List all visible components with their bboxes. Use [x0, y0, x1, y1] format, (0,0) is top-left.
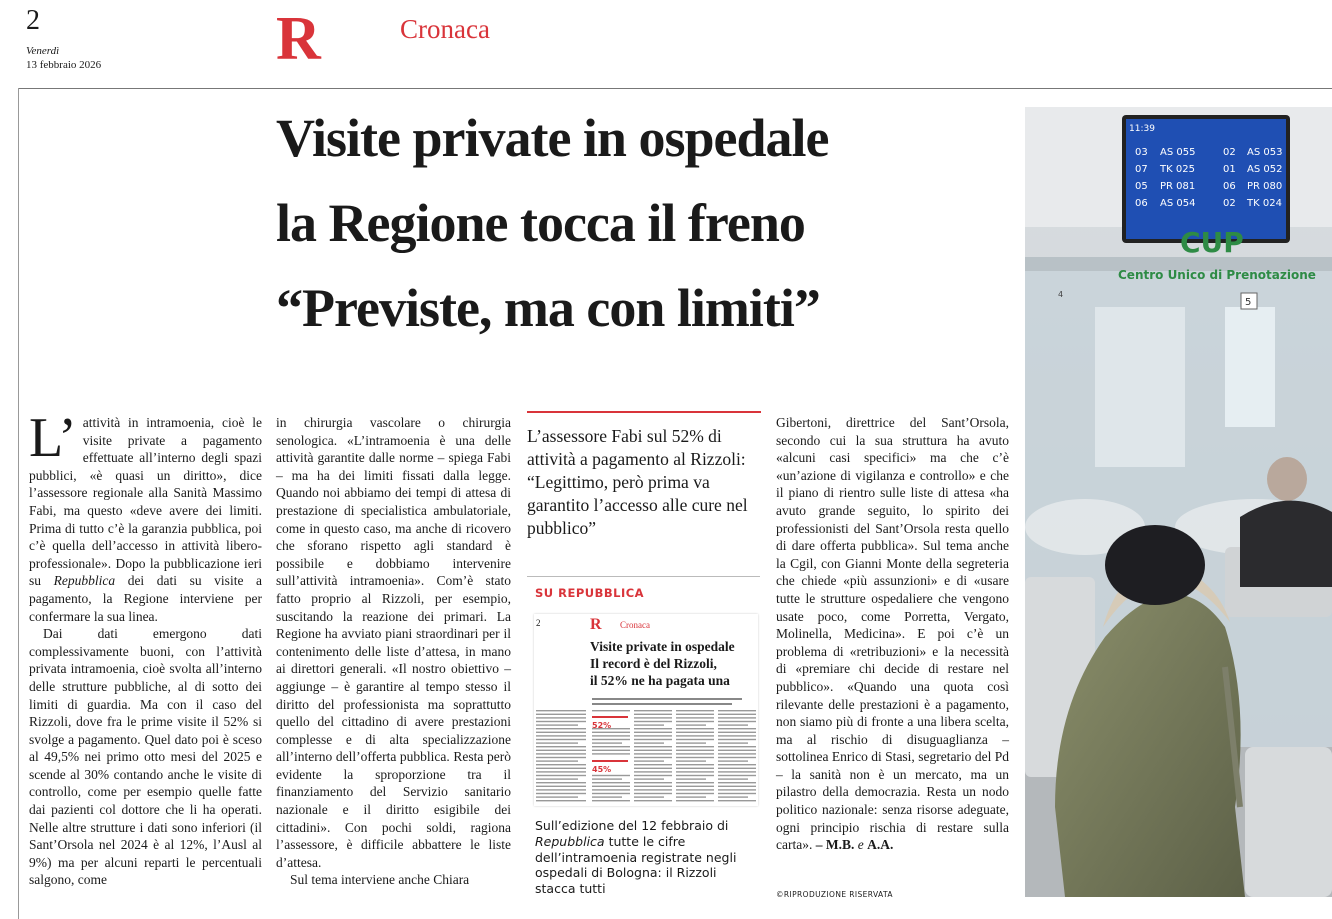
thumb-text-line [634, 724, 664, 725]
thumb-headline-2: Il record è del Rizzoli, [590, 656, 717, 671]
thumb-text-line [634, 800, 672, 801]
thumb-text-line [676, 728, 714, 729]
thumb-text-line [536, 771, 586, 772]
thumb-text-line [718, 778, 748, 779]
thumb-text-line [634, 793, 672, 794]
thumb-text-line [592, 793, 630, 794]
thumb-text-line [634, 739, 672, 740]
thumb-text-line [718, 714, 756, 715]
thumb-text-line [634, 714, 672, 715]
thumb-text-line [634, 760, 664, 761]
thumb-text-line [676, 739, 714, 740]
thumb-text-line [718, 710, 756, 711]
board-cell: 06 [1223, 181, 1236, 192]
thumb-text-line [536, 742, 578, 743]
thumb-text-line [592, 739, 630, 740]
thumb-text-line [676, 760, 706, 761]
paragraph [776, 414, 1009, 854]
thumb-text-line [718, 717, 756, 718]
thumb-text-line [718, 728, 756, 729]
thumb-text-line [676, 764, 714, 765]
photo-illustration [1025, 107, 1332, 897]
signature-2: A.A. [867, 837, 894, 853]
counter-5: 5 [1245, 297, 1252, 308]
headline-line-1: Visite private in ospedale [276, 108, 829, 168]
paragraph [29, 407, 263, 625]
board-cell: 06 [1135, 198, 1148, 209]
cup-subtitle: Centro Unico di Prenotazione [1118, 268, 1316, 282]
thumb-text-line [676, 710, 714, 711]
counter-4: 4 [1058, 290, 1064, 299]
thumb-text-line [676, 742, 706, 743]
thumb-text-line [676, 782, 714, 783]
board-cell: TK 025 [1160, 164, 1195, 175]
thumb-text-line [634, 742, 664, 743]
thumb-text-line [592, 782, 630, 783]
thumb-text-line [536, 728, 586, 729]
board-time: 11:39 [1129, 124, 1155, 134]
thumb-text-line [634, 753, 672, 754]
thumb-text-line [634, 786, 672, 787]
paragraph-text: dei dati su visite a pagamento, la Regione interviene per confermare la sua linea. [29, 573, 263, 624]
thumb-text-line [634, 721, 672, 722]
thumb-text-line [536, 724, 578, 725]
thumb-text-line [676, 721, 714, 722]
drop-cap: L’ [29, 407, 77, 469]
thumb-text-line [592, 742, 622, 743]
paragraph-text: Gibertoni, direttrice del Sant’Orsola, secondo cui la sua struttura ha avuto «alcuni casi specifici» ma che c’è «un’azione di vigilanza e controllo» e che il piano di rientro sulle liste di attesa «ha avuto grande seguito, lo spirito dei professionisti del Sant’Orsola resta quello di dare offerta pubblica». Sul tema anche la Cgil, con Gianni Monte della segreteria che chiede «più assunzioni» e di «usare tutte le strutture ospedaliere che vengono usate poco, come Porretta, Vergato, Molinella, Medicina». E poi c’è un problema di «retribuzioni» e la necessità di «premiare chi decide di restare nel pubblico». «Quando una quota così rilevante delle prestazioni è a pagamento, non siamo più di fronte a una libera scelta, ma al rischio di disuguaglianza – sottolinea Enrico di Stasi, segretario del Pd – la sanità non è un mercato, ma un pilastro della democrazia. Resta un nodo politico nazionale: senza risorse adeguate, ogni principio rischia di restare sulla carta». [776, 415, 1009, 853]
thumb-text-line [592, 789, 630, 790]
article-column-4 [776, 414, 1009, 854]
dateline [26, 44, 101, 72]
thumb-text-line [676, 717, 714, 718]
board-cell: AS 053 [1247, 147, 1283, 158]
thumb-text-line [536, 786, 586, 787]
thumb-text-line [536, 721, 586, 722]
thumb-text-line [536, 710, 586, 711]
headline-line-3: “Previste, ma con limiti” [276, 278, 820, 338]
thumb-text-line [634, 750, 672, 751]
thumb-text-line [536, 789, 586, 790]
thumb-text-line [634, 717, 672, 718]
thumb-text-line [676, 714, 714, 715]
paragraph-text: attività in intramoenia, cioè le visite private a pagamento effettuate all’interno degli spazi pubblici, «è quasi un diritto», dice l’assessore regionale alla Sanità Massimo Fabi, ma questo «deve avere dei limiti. Prima di tutto c’è la garanzia pubblica, poi c’è quella dell’accesso in attività libero-professionale». Dopo la pubblicazione ieri su [29, 415, 262, 589]
thumb-text-line [676, 750, 714, 751]
thumb-text-line [634, 778, 664, 779]
thumb-body-text [534, 698, 758, 806]
thumb-text-line [536, 775, 586, 776]
newspaper-name: Repubblica [53, 573, 116, 589]
thumb-text-line [634, 732, 672, 733]
box-title: SU REPUBBLICA [535, 586, 645, 600]
board-cell: 02 [1223, 147, 1236, 158]
cup-sign: CUP [1180, 226, 1244, 259]
thumb-text-line [676, 757, 714, 758]
thumb-text-line [676, 771, 714, 772]
thumb-text-line [536, 757, 586, 758]
thumb-text-line [718, 739, 756, 740]
thumb-logo: R [590, 616, 602, 633]
thumb-text-line [718, 796, 748, 797]
thumb-text-line [536, 735, 586, 736]
thumb-text-line [718, 753, 756, 754]
thumb-text-line [592, 710, 630, 711]
board-cell: 02 [1223, 198, 1236, 209]
thumb-text-line [634, 768, 672, 769]
page-number: 2 [26, 5, 40, 36]
thumb-text-line [718, 760, 748, 761]
thumb-text-line [676, 800, 714, 801]
thumb-text-line [718, 800, 756, 801]
paragraph: Dai dati emergono dati complessivamente buoni, con l’attività privata intramoenia, cioè svolta all’interno delle strutture pubbliche, al di sotto dei limiti di guardia. Ma con il caso del Rizzoli, dove fra le prime visite il 52% si svolge a pagamento. Quel dato poi è sceso al 49,5% nei primo otto mesi del 2025 e scende al 30% contando anche le visite di controllo, come per esempio quelle fatte dai pazienti col dottore che li ha operati. Nelle altre strutture i dati sono inferiori (il Sant’Orsola nel 2024 è al 12%, l’Ausl al 9%) ma per alcuni reparti le percentuali salgono, come [29, 626, 262, 888]
thumb-text-line [718, 775, 756, 776]
caption-text: Sull’edizione del 12 febbraio di [535, 818, 729, 833]
thumb-text-line [676, 796, 706, 797]
thumb-text-line [676, 746, 714, 747]
thumb-headline-3: il 52% ne ha pagata una [590, 673, 730, 688]
pullquote: L’assessore Fabi sul 52% di attività a pagamento al Rizzoli: “Legittimo, però prima va garantito l’accesso alle cure nel pubblico” [527, 426, 748, 538]
thumb-text-line [718, 732, 756, 733]
signature-and: e [857, 837, 864, 853]
thumb-text-line [676, 753, 714, 754]
thumb-text-line [718, 786, 756, 787]
thumb-text-line [536, 746, 586, 747]
thumb-text-line [718, 771, 756, 772]
hospital-waiting-room-photo [1025, 107, 1332, 897]
repubblica-logo: R [276, 5, 321, 73]
signature: – M.B. [815, 837, 855, 853]
board-cell: AS 054 [1160, 198, 1196, 209]
headline-line-2: la Regione tocca il freno [276, 193, 805, 253]
board-cell: 05 [1135, 181, 1148, 192]
thumb-text-line [634, 771, 672, 772]
board-cell: PR 081 [1160, 181, 1196, 192]
thumb-text-line [634, 757, 672, 758]
thumb-text-line [718, 793, 756, 794]
thumb-text-line [592, 800, 630, 801]
thumb-text-line [592, 746, 630, 747]
thumb-text-line [718, 768, 756, 769]
thumb-text-line [634, 796, 664, 797]
board-cell: AS 055 [1160, 147, 1196, 158]
thumb-text-line [676, 768, 714, 769]
thumb-text-line [718, 742, 748, 743]
caption-newspaper: Repubblica [535, 833, 605, 849]
board-cell: TK 024 [1247, 198, 1282, 209]
headline [276, 96, 1021, 351]
thumb-text-line [592, 778, 622, 779]
board-cell: 01 [1223, 164, 1236, 175]
masthead-rule [18, 88, 1332, 89]
thumb-text-line [718, 735, 756, 736]
thumb-text-line [592, 750, 630, 751]
section-title: Cronaca [400, 14, 490, 44]
thumb-text-line [536, 760, 578, 761]
paragraph: in chirurgia vascolare o chirurgia senologica. «L’intramoenia è una delle attività garantite dalle norme – spiega Fabi – ma ha dei limiti fissati dalla legge. Quando noi abbiamo dei tempi di attesa di prestazione di specialistica ambulatoriale, come in questo caso, ma anche di ricovero che sforano rispetto agli standard è possibile e dobbiamo intervenire sull’attività intramoenia». Com’è stato fatto proprio al Rizzoli, per esempio, suscitando la reazione dei primari. La Regione ha avviato piani straordinari per il contenimento delle liste d’attesa, in mano ai direttori generali. «Il nostro obiettivo – aggiunge – è garantire al tempo stesso il diritto del professionista ma soprattutto quello del cittadino di avere prestazioni complesse e di alta specializzazione all’interno dell’offerta pubblica. Resta però evidente la sproporzione tra il finanziamento del Servizio sanitario nazionale e il diritto esigibile dei cittadini». Con pochi soldi, ragiona l’assessore, è difficile abbattere le liste d’attesa. [276, 415, 511, 870]
thumb-text-line [634, 746, 672, 747]
thumb-text-line [536, 753, 586, 754]
thumb-text-line [676, 732, 714, 733]
thumb-text-line [536, 732, 586, 733]
thumb-text-line [592, 786, 630, 787]
thumb-text-line [676, 735, 714, 736]
board-cell: PR 080 [1247, 181, 1283, 192]
thumb-text-line [634, 764, 672, 765]
date-label: 13 febbraio 2026 [26, 59, 102, 71]
thumb-text-line [536, 764, 586, 765]
thumb-stat-2: 45% [592, 765, 612, 774]
box-caption [535, 818, 760, 897]
caption-text: tutte le cifre dell’intramoenia registrate negli ospedali di Bologna: il Rizzoli stacca tutti [535, 833, 737, 897]
thumb-text-line [676, 778, 706, 779]
thumb-text-line [536, 782, 586, 783]
copyright-credit: ©RIPRODUZIONE RISERVATA [776, 890, 893, 899]
thumb-text-line [536, 778, 578, 779]
thumb-text-line [718, 757, 756, 758]
thumb-text-line [592, 796, 622, 797]
thumb-text-line [536, 750, 586, 751]
thumb-headline [590, 638, 735, 689]
thumb-stat-1: 52% [592, 721, 612, 730]
thumb-text-line [592, 753, 630, 754]
thumb-text-line [718, 724, 748, 725]
thumb-text-line [718, 789, 756, 790]
thumb-text-line [718, 750, 756, 751]
article-column-1 [29, 407, 263, 889]
page-thumbnail [534, 614, 758, 806]
thumb-text-line [536, 793, 586, 794]
thumb-text-line [634, 710, 672, 711]
thumb-text-line [536, 739, 586, 740]
thumb-text-line [718, 721, 756, 722]
thumb-text-line [536, 717, 586, 718]
thumb-text-line [676, 786, 714, 787]
thumb-text-line [634, 775, 672, 776]
thumb-text-line [634, 782, 672, 783]
thumb-text-line [676, 724, 706, 725]
board-cell: 03 [1135, 147, 1148, 158]
board-cell: 07 [1135, 164, 1148, 175]
paragraph: Sul tema interviene anche Chiara [290, 872, 470, 888]
thumb-page-number: 2 [536, 618, 541, 628]
day-label: Venerdì [26, 45, 60, 57]
thumb-text-line [536, 714, 586, 715]
article-column-2 [276, 414, 511, 889]
thumb-text-line [634, 789, 672, 790]
thumb-section: Cronaca [620, 620, 650, 630]
thumb-text-line [676, 775, 714, 776]
thumb-text-line [634, 735, 672, 736]
thumb-text-line [592, 735, 630, 736]
thumb-text-line [536, 796, 578, 797]
thumb-text-line [718, 764, 756, 765]
thumb-headline-1: Visite private in ospedale [590, 639, 735, 654]
thumb-text-line [718, 746, 756, 747]
left-rule [18, 88, 19, 919]
thumb-text-line [536, 768, 586, 769]
thumb-text-line [676, 789, 714, 790]
thumb-text-line [718, 782, 756, 783]
thumb-text-line [592, 732, 630, 733]
pullquote-rule [527, 411, 761, 413]
thumb-text-line [676, 793, 714, 794]
board-cell: AS 052 [1247, 164, 1283, 175]
thumb-text-line [592, 775, 630, 776]
thumb-text-line [634, 728, 672, 729]
thumb-text-line [536, 800, 586, 801]
